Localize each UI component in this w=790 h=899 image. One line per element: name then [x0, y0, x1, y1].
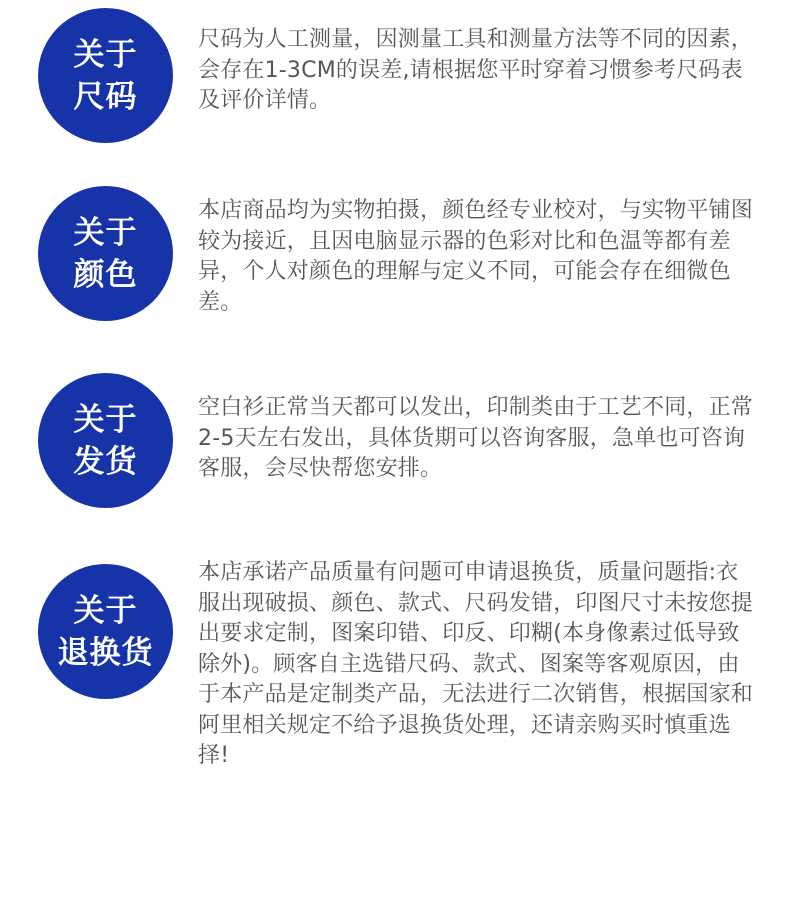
color-description: 本店商品均为实物拍摄，颜色经专业校对，与实物平铺图较为接近，且因电脑显示器的色彩对比和色温等都有差异，个人对颜色的理解与定义不同，可能会存在细微色差。: [198, 198, 754, 315]
shipping-badge-line2: 发货: [73, 443, 138, 480]
size-badge-line1: 关于: [73, 36, 138, 73]
shipping-badge: [38, 373, 173, 508]
color-badge-line2: 颜色: [73, 256, 138, 293]
color-badge: [38, 186, 173, 321]
size-badge: [38, 8, 173, 143]
size-description: 尺码为人工测量，因测量工具和测量方法等不同的因素，会存在1-3CM的误差,请根据您平时穿着习惯参考尺码表及评价详情。: [198, 27, 754, 113]
color-badge-line1: 关于: [73, 214, 138, 251]
shipping-badge-line1: 关于: [73, 401, 138, 438]
shipping-description: 空白衫正常当天都可以发出，印制类由于工艺不同，正常2-5天左右发出，具体货期可以咨询客服，急单也可咨询客服，会尽快帮您安排。: [198, 395, 754, 481]
size-badge-line2: 尺码: [73, 78, 138, 115]
return-badge: [38, 564, 173, 699]
return-description: 本店承诺产品质量有问题可申请退换货，质量问题指:衣服出现破损、颜色、款式、尺码发错，印图尺寸未按您提出要求定制，图案印错、印反、印糊(本身像素过低导致除外)。顾客自主选错尺码、款式、图案等客观原因，由于本产品是定制类产品，无法进行二次销售，根据国家和阿里相关规定不给予退换货处理，还请亲购买时慎重选择!: [198, 560, 754, 768]
return-badge-line1: 关于: [73, 592, 138, 629]
return-badge-line2: 退换货: [57, 634, 154, 671]
